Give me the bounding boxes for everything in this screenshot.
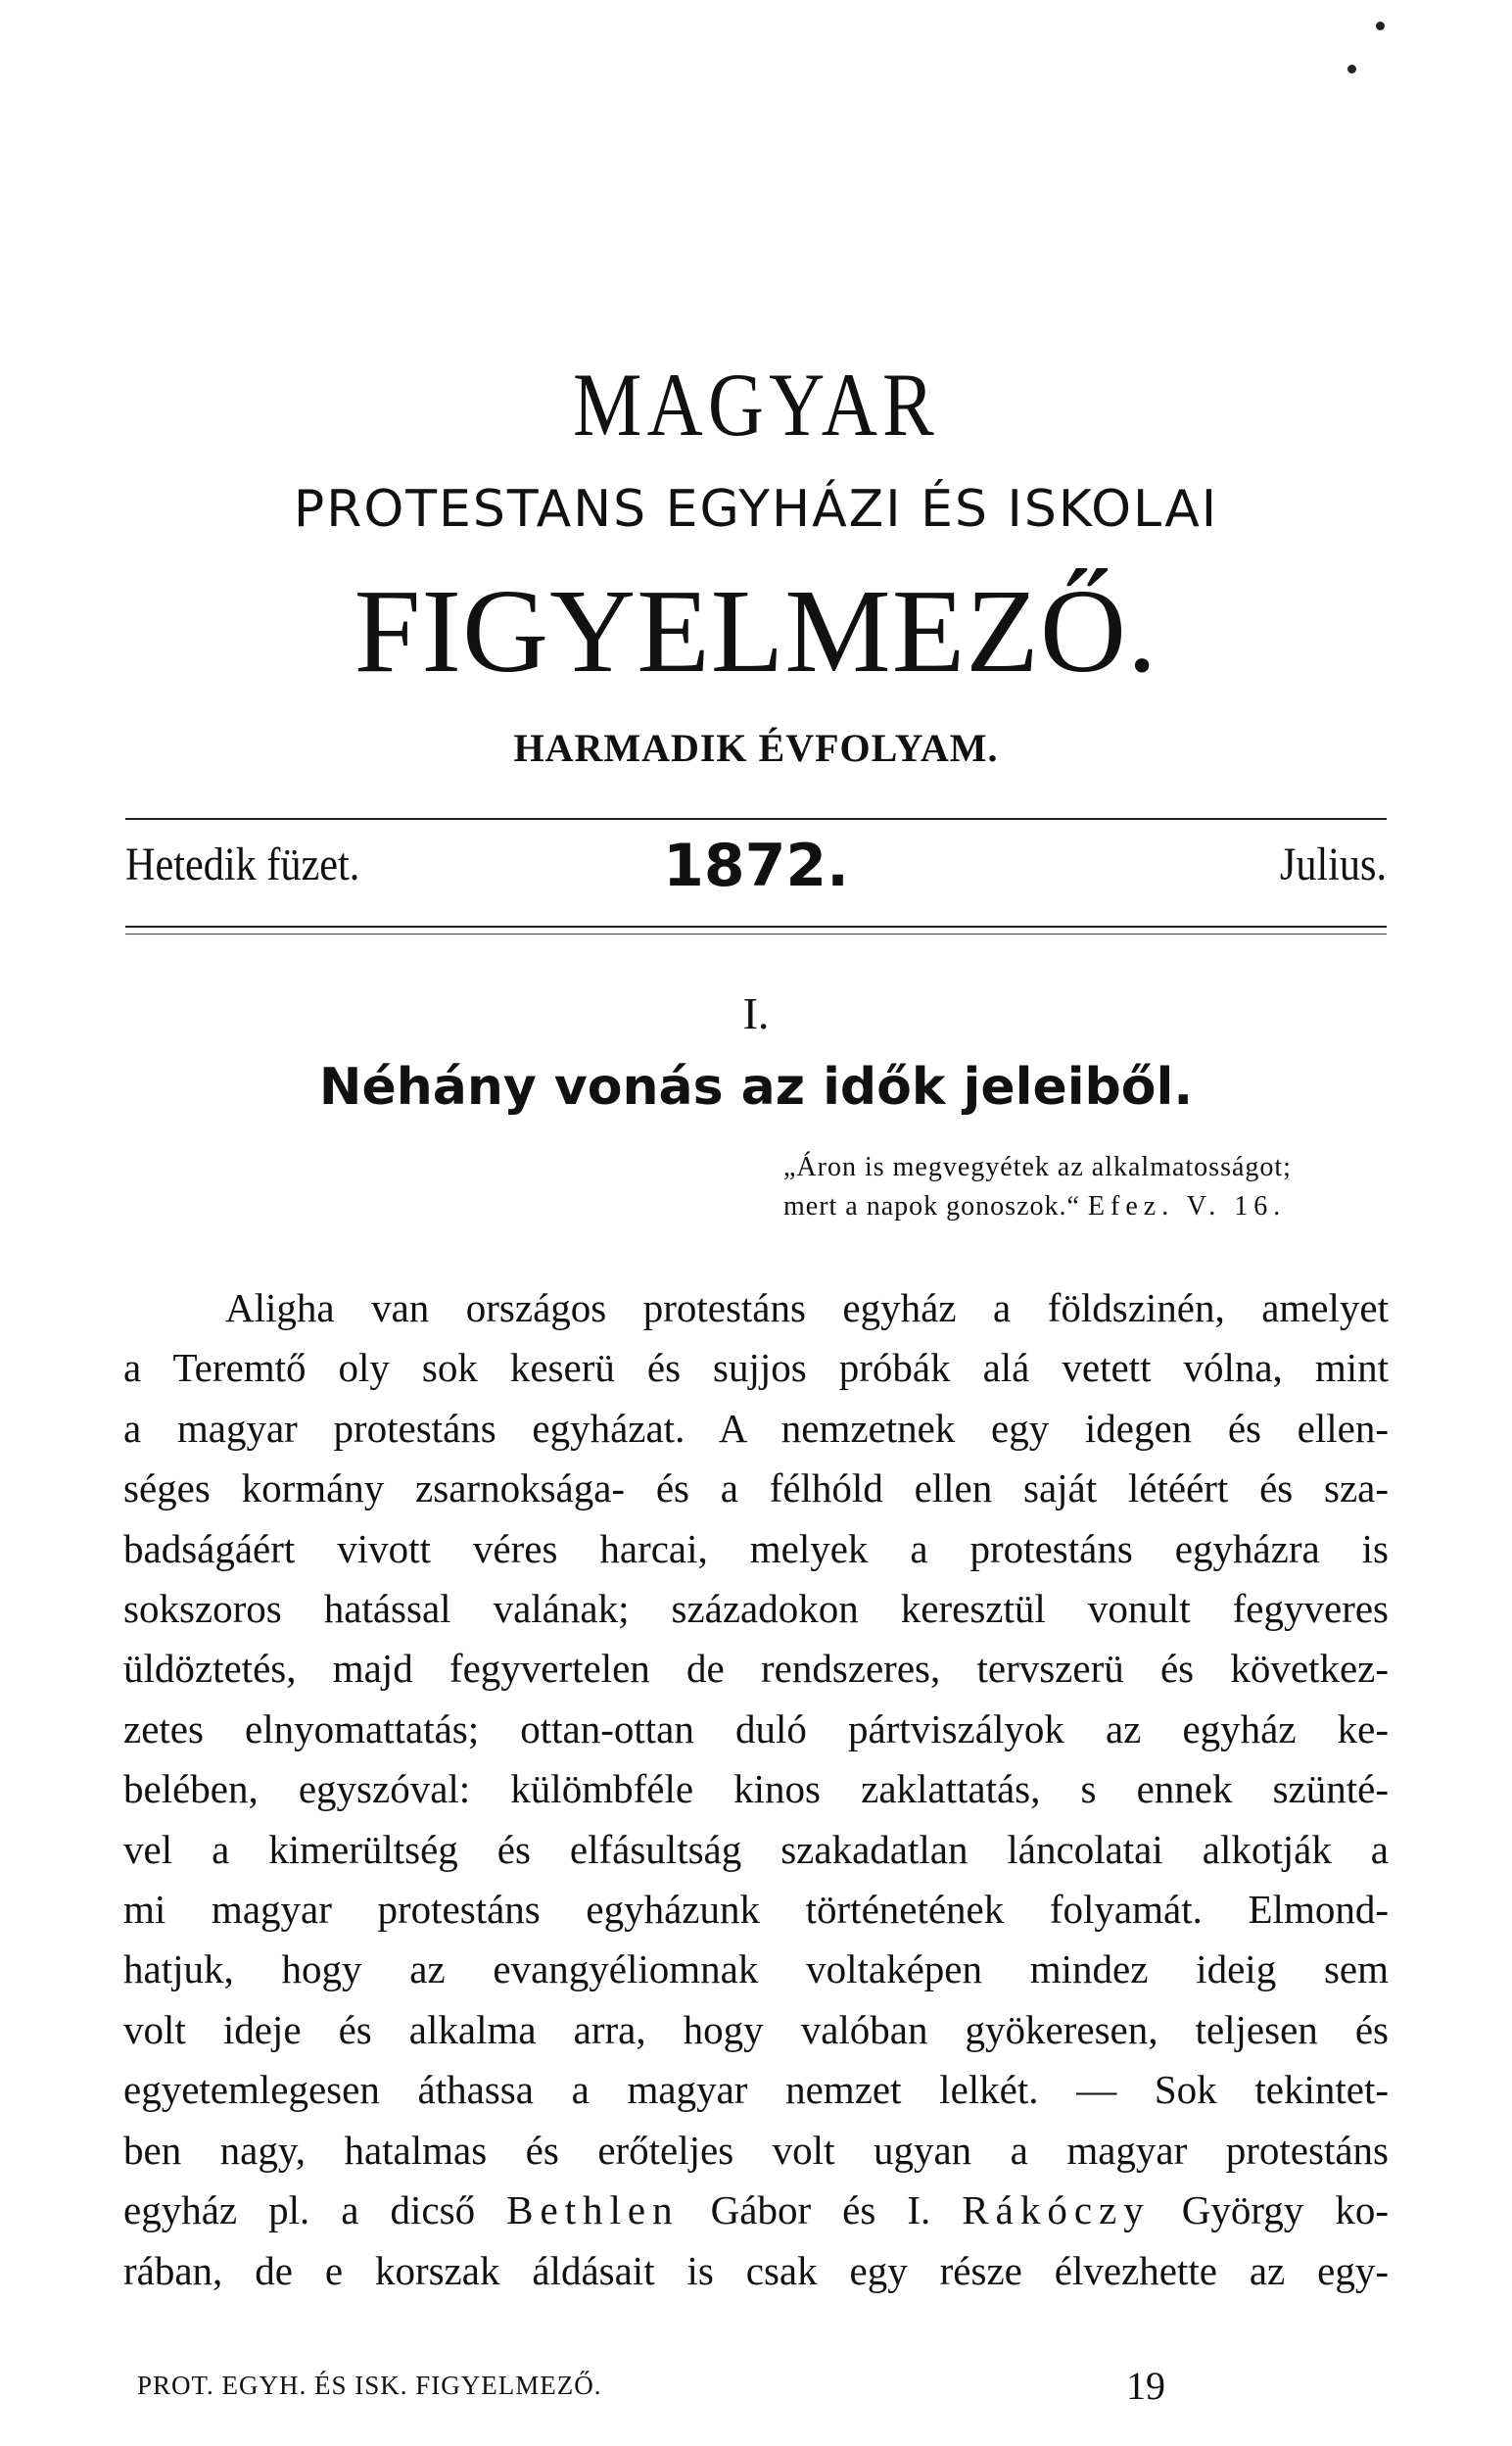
body-line: a magyar protestáns egyházat. A nemzetnek egy idegen és ellen- bbox=[123, 1405, 1389, 1451]
person-name: Bethlen bbox=[506, 2187, 680, 2233]
page-number: 19 bbox=[1126, 2364, 1165, 2408]
body-line: belében, egyszóval: külömbféle kinos zaklattatás, s ennek szünté- bbox=[123, 1766, 1389, 1812]
body-line: Aligha van országos protestáns egyház a földszinén, amelyet bbox=[225, 1285, 1389, 1330]
body-text-fragment: Gábor és I. bbox=[710, 2187, 931, 2233]
top-rule bbox=[125, 818, 1387, 820]
person-name: Rákóczy bbox=[962, 2187, 1151, 2233]
body-line: badságáért vivott véres harcai, melyek a protestáns egyházra is bbox=[123, 1525, 1389, 1571]
body-line: a Teremtő oly sok keserü és sujjos próbák alá vetett vólna, mint bbox=[123, 1345, 1389, 1391]
body-line: mi magyar protestáns egyházunk történetének folyamát. Elmond- bbox=[123, 1887, 1389, 1933]
body-line: séges kormány zsarnoksága- és a félhóld ellen saját létéért és sza- bbox=[123, 1465, 1389, 1511]
issue-number: Hetedik füzet. bbox=[125, 839, 360, 890]
masthead-line1: MAGYAR bbox=[573, 355, 939, 455]
body-line: rában, de e korszak áldásait is csak egy része élvezhette az egy- bbox=[123, 2247, 1389, 2293]
page-footer bbox=[137, 2363, 1381, 2412]
epigraph-line: „Áron is megvegyétek az alkalmatosságot; bbox=[783, 1152, 1292, 1182]
masthead-line2: PROTESTANS EGYHÁZI ÉS ISKOLAI bbox=[293, 480, 1219, 539]
issue-month: Julius. bbox=[1279, 839, 1387, 890]
ink-speck bbox=[1376, 22, 1385, 30]
epigraph-line bbox=[783, 1187, 1391, 1226]
body-text-fragment: egyház pl. a dicső bbox=[123, 2187, 476, 2233]
issue-row bbox=[125, 832, 1387, 906]
body-line: zetes elnyomattatás; ottan-ottan duló pártviszályok az egyház ke- bbox=[123, 1705, 1389, 1751]
section-numeral: I. bbox=[742, 988, 770, 1038]
body-line: üldöztetés, majd fegyvertelen de rendszeres, tervszerü és következ- bbox=[123, 1646, 1389, 1692]
epigraph-reference: Efez. V. 16. bbox=[1087, 1191, 1287, 1222]
body-paragraph bbox=[123, 1278, 1389, 2301]
body-line: vel a kimerültség és elfásultság szakadatlan láncolatai alkotják a bbox=[123, 1826, 1389, 1872]
section-title: Néhány vonás az idők jeleiből. bbox=[318, 1058, 1194, 1117]
epigraph bbox=[783, 1148, 1391, 1226]
epigraph-text: mert a napok gonoszok.“ bbox=[783, 1191, 1080, 1222]
signature-mark: PROT. EGYH. ÉS ISK. FIGYELMEZŐ. bbox=[137, 2371, 602, 2400]
body-text-fragment: György ko- bbox=[1181, 2187, 1389, 2233]
issue-year: 1872. bbox=[663, 832, 849, 900]
journal-title: FIGYELMEZŐ. bbox=[354, 565, 1158, 697]
body-line bbox=[123, 2181, 1389, 2240]
body-line: volt ideje és alkalma arra, hogy valóban gyökeresen, teljesen és bbox=[123, 2006, 1389, 2052]
body-line: sokszoros hatással valának; századokon keresztül vonult fegyveres bbox=[123, 1586, 1389, 1632]
ink-speck bbox=[1347, 65, 1356, 73]
body-line: hatjuk, hogy az evangyéliomnak voltaképen mindez ideig sem bbox=[123, 1946, 1389, 1992]
volume-label: HARMADIK ÉVFOLYAM. bbox=[513, 726, 999, 770]
double-rule-bottom bbox=[125, 934, 1387, 935]
body-line: ben nagy, hatalmas és erőteljes volt ugyan a magyar protestáns bbox=[123, 2127, 1389, 2173]
body-line: egyetemlegesen áthassa a magyar nemzet lelkét. — Sok tekintet- bbox=[123, 2067, 1389, 2113]
double-rule-top bbox=[125, 926, 1387, 928]
